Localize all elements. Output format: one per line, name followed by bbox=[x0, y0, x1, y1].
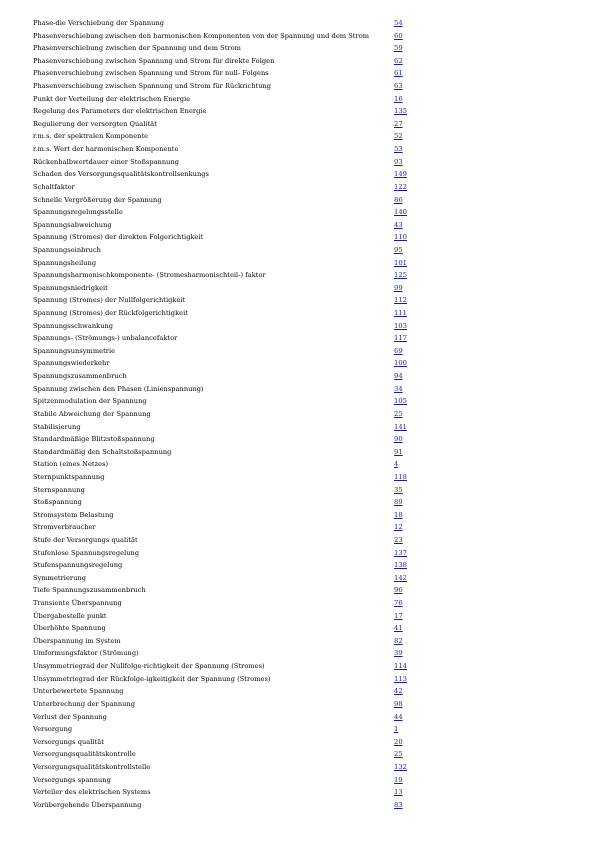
index-term: Schaden des Versorgungsqualitätskontrollsenkungs bbox=[33, 170, 209, 179]
index-term: Spannung (Stromes) der Nullfolgerichtigkeit bbox=[33, 296, 186, 305]
page-number-link[interactable]: 132 bbox=[394, 762, 407, 771]
index-term: Stabilisierung bbox=[33, 422, 81, 431]
index-entry bbox=[33, 118, 573, 131]
page-number-link[interactable]: 59 bbox=[394, 44, 403, 53]
index-entry bbox=[33, 395, 573, 408]
index-term: Rückenhalbwertdauer einer Stoßspannung bbox=[33, 157, 180, 166]
index-term: Transiente Überspannung bbox=[33, 599, 122, 608]
index-term: Versorgungsqualitätskontrolle bbox=[33, 750, 136, 759]
index-term: Spannungsunsymmetrie bbox=[33, 346, 116, 355]
index-term: Schaltfaktor bbox=[33, 182, 75, 191]
page-number-link[interactable]: 149 bbox=[394, 170, 407, 179]
page-number-link[interactable]: 94 bbox=[394, 372, 403, 381]
page-number-link[interactable]: 13 bbox=[394, 788, 403, 797]
index-term: Spannungsabweichung bbox=[33, 220, 112, 229]
index-term: Überhöhte Spannung bbox=[33, 624, 106, 633]
index-entry bbox=[33, 231, 573, 244]
index-entry bbox=[33, 458, 573, 471]
page-number-link[interactable]: 44 bbox=[394, 712, 403, 721]
index-term: Schnelle Vergrößerung der Spannung bbox=[33, 195, 162, 204]
index-entry bbox=[33, 559, 573, 572]
page-number-link[interactable]: 18 bbox=[394, 510, 403, 519]
index-term: Spannungsregelungsstelle bbox=[33, 208, 123, 217]
index-entry bbox=[33, 17, 573, 30]
page-number-link[interactable]: 103 bbox=[394, 321, 407, 330]
index-term: r.m.s. Wert der harmonischen Komponente bbox=[33, 145, 179, 154]
index-term: Phasenverschiebung zwischen Spannung und Strom für direkte Folgen bbox=[33, 56, 275, 65]
index-entry bbox=[33, 584, 573, 597]
index-entry bbox=[33, 130, 573, 143]
page-number-link[interactable]: 96 bbox=[394, 586, 403, 595]
index-entry bbox=[33, 786, 573, 799]
page-number-link[interactable]: 61 bbox=[394, 69, 403, 78]
index-entry bbox=[33, 244, 573, 257]
page-number-link[interactable]: 25 bbox=[394, 750, 403, 759]
page-number-link[interactable]: 114 bbox=[394, 662, 407, 671]
index-term: Verlust der Spannung bbox=[33, 712, 107, 721]
index-entry bbox=[33, 711, 573, 724]
index-entry bbox=[33, 471, 573, 484]
index-term: Versorgungs qualität bbox=[33, 737, 104, 746]
index-term: Unsymmetriegrad der Nullfolge-richtigkeit der Spannung (Stromes) bbox=[33, 662, 265, 671]
index-term: Sternspannung bbox=[33, 485, 85, 494]
index-entry bbox=[33, 698, 573, 711]
index-term: Spannungsschwankung bbox=[33, 321, 114, 330]
page-number-link[interactable]: 95 bbox=[394, 245, 403, 254]
index-term: Versorgung bbox=[33, 725, 73, 734]
index-entry bbox=[33, 496, 573, 509]
index-term: Phasenverschiebung zwischen Spannung und Strom für null- Folgens bbox=[33, 69, 269, 78]
page-number-link[interactable]: 89 bbox=[394, 498, 403, 507]
page-number-link[interactable]: 25 bbox=[394, 409, 403, 418]
page-number-link[interactable]: 53 bbox=[394, 145, 403, 154]
index-term: Stromverbraucher bbox=[33, 523, 96, 532]
page-number-link[interactable]: 140 bbox=[394, 208, 407, 217]
index-term: Regulierung der versorgten Qualität bbox=[33, 119, 157, 128]
index-entry bbox=[33, 206, 573, 219]
index-term: Spannungsheilung bbox=[33, 258, 97, 267]
index-entry bbox=[33, 421, 573, 434]
page-number-link[interactable]: 137 bbox=[394, 548, 407, 557]
index-term: Phasenverschiebung zwischen Spannung und Strom für Rückrichtung bbox=[33, 82, 272, 91]
page-number-link[interactable]: 98 bbox=[394, 699, 403, 708]
page-number-link[interactable]: 27 bbox=[394, 119, 403, 128]
page-number-link[interactable]: 122 bbox=[394, 182, 407, 191]
index-term: Spannung zwischen den Phasen (Linienspannung) bbox=[33, 384, 204, 393]
index-entry bbox=[33, 799, 573, 812]
index-term: Umformungsfaktor (Strömung) bbox=[33, 649, 139, 658]
index-term: Unterbrechung der Spannung bbox=[33, 699, 136, 708]
index-entry bbox=[33, 80, 573, 93]
page-number-link[interactable]: 82 bbox=[394, 636, 403, 645]
page-number-link[interactable]: 42 bbox=[394, 687, 403, 696]
index-entry bbox=[33, 168, 573, 181]
index-term: Stufe der Versorgungs qualität bbox=[33, 535, 138, 544]
index-term: Unterbewertete Spannung bbox=[33, 687, 124, 696]
index-term: Spannung (Stromes) der Rückfolgerichtigkeit bbox=[33, 309, 188, 318]
page-number-link[interactable]: 86 bbox=[394, 195, 403, 204]
index-entry bbox=[33, 55, 573, 68]
index-entry bbox=[33, 685, 573, 698]
index-entry bbox=[33, 257, 573, 270]
index-entry bbox=[33, 433, 573, 446]
page-number-link[interactable]: 111 bbox=[394, 309, 407, 318]
index-term: Stufenspannungsregelung bbox=[33, 561, 123, 570]
page-number-link[interactable]: 125 bbox=[394, 271, 407, 280]
index-entry bbox=[33, 345, 573, 358]
index-term: Spannung (Stromes) der direkten Folgerichtigkeit bbox=[33, 233, 204, 242]
index-term: Phasenverschiebung zwischen den harmonischen Komponenten von der Spannung und dem Strom bbox=[33, 31, 370, 40]
index-term: Regelung des Parameters der elektrischen Energie bbox=[33, 107, 207, 116]
page-number-link[interactable]: 141 bbox=[394, 422, 407, 431]
index-entry bbox=[33, 42, 573, 55]
index-term: Stabile Abweichung der Spannung bbox=[33, 409, 151, 418]
page-number-link[interactable]: 110 bbox=[394, 233, 407, 242]
page-number-link[interactable]: 12 bbox=[394, 523, 403, 532]
page-number-link[interactable]: 105 bbox=[394, 397, 407, 406]
index-entry bbox=[33, 647, 573, 660]
index-term: Spannungsniedrigkeit bbox=[33, 283, 108, 292]
index-entry bbox=[33, 282, 573, 295]
index-term: Spannungszusammenbruch bbox=[33, 372, 127, 381]
page-number-link[interactable]: 62 bbox=[394, 56, 403, 65]
index-entry bbox=[33, 67, 573, 80]
index-entry bbox=[33, 673, 573, 686]
page-number-link[interactable]: 112 bbox=[394, 296, 407, 305]
index-term: Tiefe Spannungszusammenbruch bbox=[33, 586, 146, 595]
page-number-link[interactable]: 39 bbox=[394, 649, 403, 658]
page-number-link[interactable]: 138 bbox=[394, 561, 407, 570]
index-term: Stromsystem Belastung bbox=[33, 510, 114, 519]
index-term: Verteiler des elektrischen Systems bbox=[33, 788, 151, 797]
index-entry bbox=[33, 484, 573, 497]
index-entry bbox=[33, 105, 573, 118]
index-term: Überspannung im System bbox=[33, 636, 121, 645]
page-number-link[interactable]: 99 bbox=[394, 283, 403, 292]
index-entry bbox=[33, 194, 573, 207]
index-term: Symmetrierung bbox=[33, 573, 86, 582]
index-entry bbox=[33, 332, 573, 345]
index-term: Punkt der Verteilung der elektrischen Energie bbox=[33, 94, 191, 103]
index-entry bbox=[33, 660, 573, 673]
index-term: Spitzenmodulation der Spannung bbox=[33, 397, 147, 406]
index-entry bbox=[33, 622, 573, 635]
page-number-link[interactable]: 52 bbox=[394, 132, 403, 141]
page-number-link[interactable]: 93 bbox=[394, 157, 403, 166]
page-number-link[interactable]: 135 bbox=[394, 107, 407, 116]
index-term: r.m.s. der spektralen Komponente bbox=[33, 132, 149, 141]
index-entry bbox=[33, 736, 573, 749]
index-term: Vorübergehende Überspannung bbox=[33, 800, 142, 809]
page-number-link[interactable]: 118 bbox=[394, 472, 407, 481]
index-entry bbox=[33, 370, 573, 383]
index-term: Phasenverschiebung zwischen der Spannung und dem Strom bbox=[33, 44, 241, 53]
index-entry bbox=[33, 294, 573, 307]
page-number-link[interactable]: 54 bbox=[394, 19, 403, 27]
index-term: Übergabestelle punkt bbox=[33, 611, 107, 620]
index-entry bbox=[33, 93, 573, 106]
index-entry bbox=[33, 534, 573, 547]
index-entry bbox=[33, 547, 573, 560]
page-number-link[interactable]: 20 bbox=[394, 737, 403, 746]
index-term: Standardmäßige Blitzstoßspannung bbox=[33, 435, 155, 444]
page-number-link[interactable]: 83 bbox=[394, 800, 403, 809]
index-entry bbox=[33, 30, 573, 43]
index-term: Versorgungsqualitätskontrollstelle bbox=[33, 762, 151, 771]
index-entry bbox=[33, 181, 573, 194]
index-term: Phase-die Verschiebung der Spannung bbox=[33, 19, 165, 27]
page-number-link[interactable]: 23 bbox=[394, 535, 403, 544]
index-entry bbox=[33, 774, 573, 787]
page-number-link[interactable]: 91 bbox=[394, 447, 403, 456]
page-number-link[interactable]: 142 bbox=[394, 573, 407, 582]
page-number-link[interactable]: 43 bbox=[394, 220, 403, 229]
page-number-link[interactable]: 90 bbox=[394, 435, 403, 444]
index-entry bbox=[33, 357, 573, 370]
index-term: Spannungsharmonischkomponente- (Stromesharmonischteil-) faktor bbox=[33, 271, 266, 280]
page-number-link[interactable]: 41 bbox=[394, 624, 403, 633]
index-entry bbox=[33, 509, 573, 522]
page-number-link[interactable]: 60 bbox=[394, 31, 403, 40]
page-number-link[interactable]: 4 bbox=[394, 460, 399, 469]
page-number-link[interactable]: 19 bbox=[394, 775, 403, 784]
index-term: Spannungs- (Strömungs-) unbalancefaktor bbox=[33, 334, 178, 343]
index-entry bbox=[33, 521, 573, 534]
index-entry bbox=[33, 143, 573, 156]
index-term: Standardmäßig den Schaltstoßspannung bbox=[33, 447, 172, 456]
index-term: Spannungseinbruch bbox=[33, 245, 101, 254]
index-entry bbox=[33, 156, 573, 169]
page-number-link[interactable]: 101 bbox=[394, 258, 407, 267]
index-term: Spannungswiederkehr bbox=[33, 359, 110, 368]
index-term: Stufenlose Spannungsregelung bbox=[33, 548, 140, 557]
index-entry bbox=[33, 572, 573, 585]
page-number-link[interactable]: 16 bbox=[394, 94, 403, 103]
index-entry bbox=[33, 748, 573, 761]
index-entry bbox=[33, 307, 573, 320]
page-number-link[interactable]: 17 bbox=[394, 611, 403, 620]
page-number-link[interactable]: 35 bbox=[394, 485, 403, 494]
page-number-link[interactable]: 113 bbox=[394, 674, 407, 683]
page-number-link[interactable]: 69 bbox=[394, 346, 403, 355]
index-term: Sternpunktspannung bbox=[33, 472, 105, 481]
index-term: Versorgungs spannung bbox=[33, 775, 111, 784]
page-number-link[interactable]: 63 bbox=[394, 82, 403, 91]
index-entry bbox=[33, 269, 573, 282]
index-term: Station (eines Netzes) bbox=[33, 460, 109, 469]
index-term: Unsymmetriegrad der Rückfolge-igkeitigkeit der Spannung (Stromes) bbox=[33, 674, 271, 683]
index-entry bbox=[33, 635, 573, 648]
index-entry bbox=[33, 408, 573, 421]
index-term: Stoßspannung bbox=[33, 498, 82, 507]
index-entry bbox=[33, 219, 573, 232]
page-number-link[interactable]: 117 bbox=[394, 334, 407, 343]
index-entry bbox=[33, 446, 573, 459]
index-entry bbox=[33, 383, 573, 396]
index-entry bbox=[33, 597, 573, 610]
page-number-link[interactable]: 76 bbox=[394, 599, 403, 608]
page-number-link[interactable]: 34 bbox=[394, 384, 403, 393]
index-entry bbox=[33, 723, 573, 736]
index-entry bbox=[33, 320, 573, 333]
index-entry bbox=[33, 610, 573, 623]
index-entry bbox=[33, 761, 573, 774]
page-number-link[interactable]: 1 bbox=[394, 725, 399, 734]
index-list bbox=[33, 17, 573, 811]
page-number-link[interactable]: 100 bbox=[394, 359, 407, 368]
